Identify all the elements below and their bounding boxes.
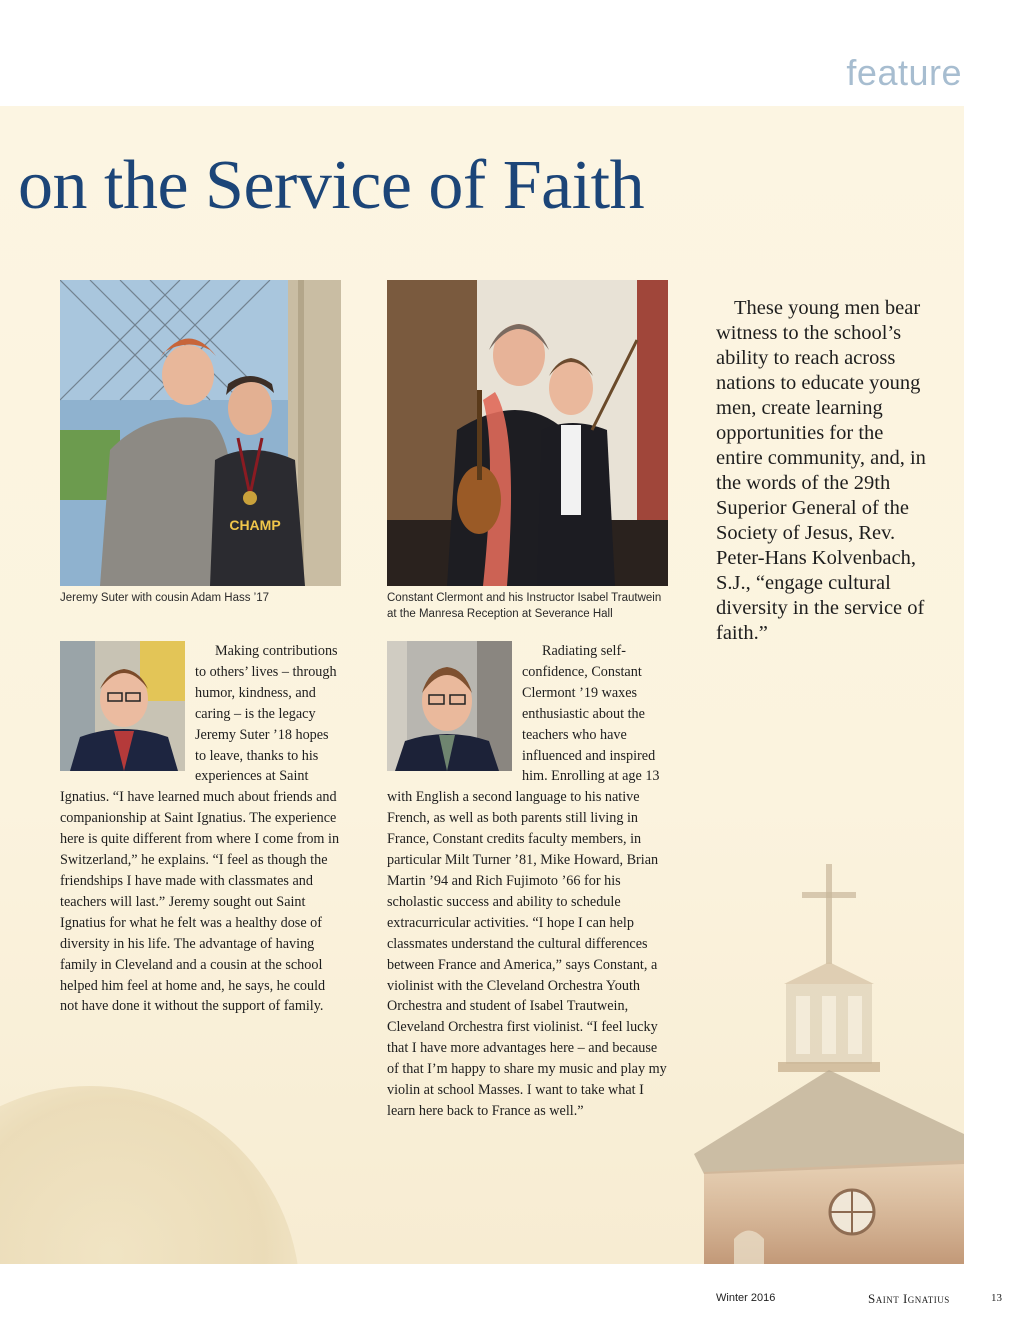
photo-constant-and-instructor bbox=[387, 280, 668, 586]
footer-page-number: 13 bbox=[991, 1292, 1002, 1304]
svg-text:CHAMP: CHAMP bbox=[229, 517, 281, 533]
globe-watermark bbox=[0, 1086, 300, 1264]
photo-caption-right bbox=[387, 590, 687, 622]
article-headline: on the Service of Faith bbox=[18, 147, 645, 224]
photo-jeremy-and-adam bbox=[60, 280, 341, 586]
portrait-constant bbox=[387, 641, 512, 771]
story-jeremy-text: Making contributions to others’ lives – through humor, kindness, and caring – is the legacy Jeremy Suter ’18 hopes to leave, thanks to his experiences at Saint Ignatius. “I have learned much about friends and companionship at Saint Ignatius. The experience here is quite different from where I come from in Switzerland,” he explains. “I feel as though the friendships I have made with classmates and teachers will last.” Jeremy sought out Saint Ignatius for what he felt was a healthy dose of diversity in his life. The advantage of having family in Cleveland and a cousin at the school helped him feel at home and, he says, he could not have done it without the support of family. bbox=[60, 643, 340, 1015]
story-jeremy bbox=[60, 641, 342, 1017]
church-tower-illustration bbox=[664, 834, 964, 1264]
story-constant bbox=[387, 641, 670, 1122]
story-constant-text: Radiating self-confidence, Constant Clermont ’19 waxes enthusiastic about the teachers who have influenced and inspired him. Enrolling at age 13 with English a second language to his native French, as well as both parents still living in France, Constant credits faculty members, in particular Milt Turner ’81, Mike Howard, Brian Martin ’94 and Rich Fujimoto ’66 for his scholastic success and ability to schedule extracurricular activities. “I hope I can help classmates understand the cultural differences between France and America,” says Constant, a violinist with the Cleveland Orchestra Youth Orchestra and student of Isabel Trautwein, Cleveland Orchestra first violinist. “I feel lucky that I have more advantages here – and because of that I’m happy to share my music and play my violin at school Masses. I want to take what I learn here back to France as well.” bbox=[387, 643, 667, 1119]
photo-caption-right-line2: at the Manresa Reception at Severance Hall bbox=[387, 608, 613, 620]
section-label: feature bbox=[846, 52, 962, 93]
footer-issue-date: Winter 2016 bbox=[716, 1292, 776, 1304]
photo-caption-left: Jeremy Suter with cousin Adam Hass ’17 bbox=[60, 592, 270, 604]
portrait-jeremy bbox=[60, 641, 185, 771]
pull-quote bbox=[716, 296, 926, 646]
photo-caption-right-line1: Constant Clermont and his Instructor Isabel Trautwein bbox=[387, 592, 662, 604]
pull-quote-text: These young men bear witness to the school’s ability to reach across nations to educate young men, create learning opportunities for the entire community, and, in the words of the 29th Superior General of the Society of Jesus, Rev. Peter-Hans Kolvenbach, S.J., “engage cultural diversity in the service of faith.” bbox=[716, 297, 926, 644]
footer-publication-name: Saint Ignatius bbox=[868, 1291, 950, 1306]
